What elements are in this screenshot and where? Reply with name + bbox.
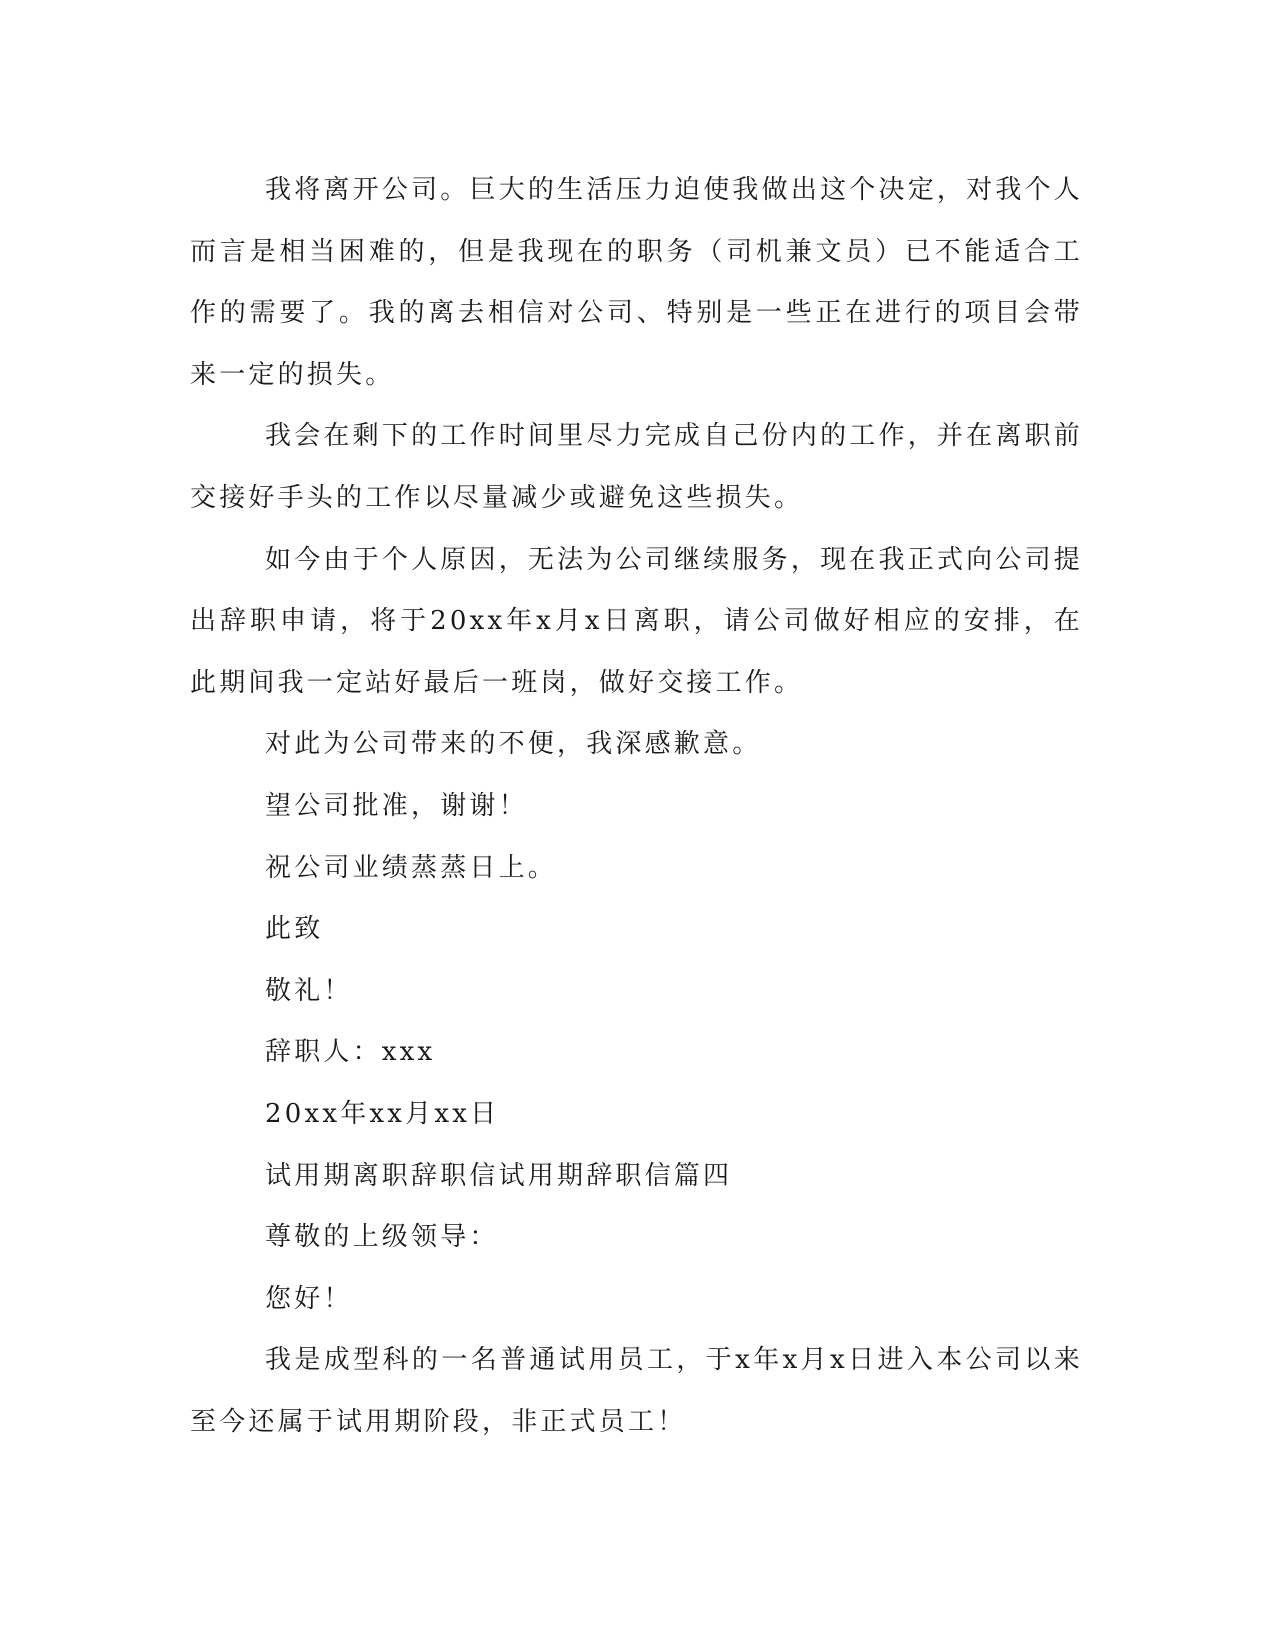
letter-body: [190, 160, 1083, 1453]
signature-line: 辞职人：xxx: [265, 1037, 436, 1068]
greeting-hello: 您好！: [265, 1283, 353, 1314]
date-line: 20xx年xx月xx日: [265, 1098, 500, 1129]
paragraph-resignation-reason: 我将离开公司。巨大的生活压力迫使我做出这个决定，对我个人而言是相当困难的，但是我现在的职务（司机兼文员）已不能适合工作的需要了。我的离去相信对公司、特别是一些正在进行的项目会带来一定的损失。: [190, 175, 1083, 390]
paragraph-apology: 对此为公司带来的不便，我深感歉意。: [265, 729, 762, 760]
section-heading: 试用期离职辞职信试用期辞职信篇四: [265, 1160, 733, 1191]
greeting-recipient: 尊敬的上级领导：: [265, 1222, 499, 1253]
paragraph-approval-request: 望公司批准，谢谢！: [265, 790, 528, 821]
paragraph-well-wishes: 祝公司业绩蒸蒸日上。: [265, 852, 558, 883]
paragraph-handover-commitment: 我会在剩下的工作时间里尽力完成自己份内的工作，并在离职前交接好手头的工作以尽量减少或避免这些损失。: [190, 421, 1083, 513]
paragraph-resignation-request: 如今由于个人原因，无法为公司继续服务，现在我正式向公司提出辞职申请，将于20xx年x月x日离职，请公司做好相应的安排，在此期间我一定站好最后一班岗，做好交接工作。: [190, 544, 1083, 698]
closing-regards: 敬礼！: [265, 975, 353, 1006]
paragraph-introduction: 我是成型科的一名普通试用员工，于x年x月x日进入本公司以来至今还属于试用期阶段，非正式员工！: [190, 1345, 1083, 1437]
closing-salutation: 此致: [265, 914, 324, 945]
